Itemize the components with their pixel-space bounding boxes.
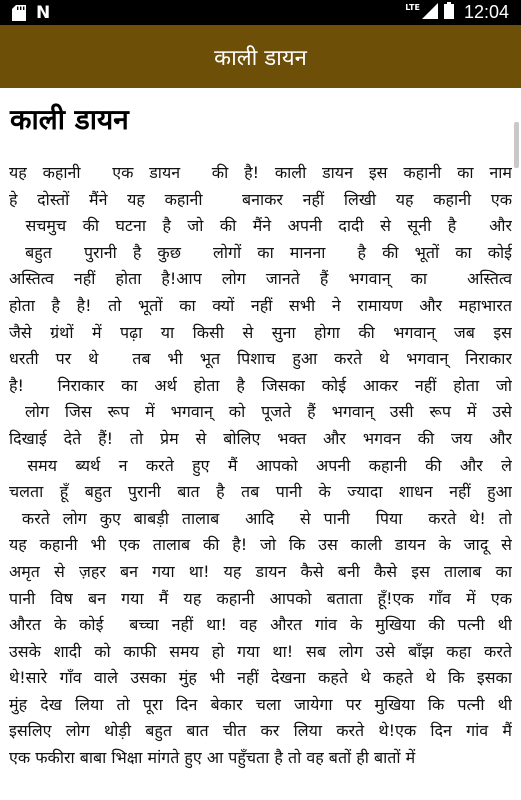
article-line: औरत के कोई बच्चा नहीं था! वह औरत गांव के मुखिया की पत्नी थी <box>9 615 512 635</box>
article-line: करते लोग कुए बाबड़ी तालाब आदि से पानी पिया करते थे! तो <box>9 508 512 528</box>
article-content[interactable] <box>0 88 521 800</box>
article-line: है! निराकार का अर्थ होता है जिसका कोई आकर नहीं होता जो <box>9 375 512 395</box>
article-line: होता है है! तो भूतों का क्यों नहीं सभी ने रामायण और महाभारत <box>9 295 512 315</box>
article-line: धरती पर थे तब भी भूत पिशाच हुआ करते थे भगवान् निराकार <box>9 349 512 369</box>
article-line: बहुत पुरानी है कुछ लोगों का मानना है की भूतों का कोई <box>9 242 512 262</box>
app-bar-title: काली डायन <box>214 45 307 71</box>
article-line: एक फकीरा बाबा भिक्षा मांगते हुए आ पहुँचता है तो वह बतों ही बातों में <box>9 748 416 768</box>
scrollbar[interactable] <box>514 122 519 168</box>
article-body <box>9 160 512 772</box>
article-line: समय ब्यर्थ न करते हुए मैं आपको अपनी कहानी की और ले <box>9 455 512 475</box>
article-title: काली डायन <box>10 103 129 136</box>
article-line: चलता हूँ बहुत पुरानी बात है तब पानी के ज्यादा शाधन नहीं हुआ <box>9 482 512 502</box>
article-line: यह कहानी एक डायन की है! काली डायन इस कहानी का नाम <box>9 163 512 182</box>
article-line: लोग जिस रूप में भगवान् को पूजते हैं भगवान् उसी रूप में उसे <box>9 402 512 422</box>
article-line: उसके शादी को काफी समय हो गया था! सब लोग उसे बाँझ कहा करते <box>9 641 512 661</box>
status-time: 12:04 <box>463 2 509 22</box>
article-line: मुंह देख लिया तो पूरा दिन बेकार चला जायेगा पर मुखिया कि पत्नी थी <box>9 694 512 714</box>
article-line: इसलिए लोग थोड़ी बहुत बात चीत कर लिया करते थे!एक दिन गांव मैं <box>9 721 512 741</box>
signal-icon <box>422 3 438 23</box>
article-line: सचमुच की घटना है जो की मैंने अपनी दादी से सूनी है और <box>9 216 512 236</box>
article-line: जैसे ग्रंथों में पढ़ा या किसी से सुना होगा की भगवान् जब इस <box>9 322 512 342</box>
status-right-icons <box>405 2 521 23</box>
article-line: यह कहानी भी एक तालाब की है! जो कि उस काली डायन के जादू से <box>9 535 512 555</box>
article-line: हे दोस्तों मैंने यह कहानी बनाकर नहीं लिखी यह कहानी एक <box>9 189 512 209</box>
article-line: थे!सारे गाँव वाले उसका मुंह भी नहीं देखना कहते थे कहते थे कि इसका <box>9 668 512 688</box>
article-line: पानी विष बन गया मैं यह कहानी आपको बताता हूँ!एक गाँव में एक <box>9 588 512 608</box>
n-notification-icon: N <box>36 2 51 23</box>
status-left-icons <box>0 2 51 23</box>
battery-icon <box>444 2 454 23</box>
article-line: अमृत से ज़हर बन गया था! यह डायन कैसे बनी कैसे इस तालाब का <box>9 561 512 581</box>
app-bar <box>0 25 521 88</box>
status-bar <box>0 0 521 25</box>
article-line: दिखाई देते हैं! तो प्रेम से बोलिए भक्त और भगवन की जय और <box>9 428 512 448</box>
sd-card-icon <box>12 5 26 21</box>
network-type: LTE <box>405 3 420 12</box>
article-line: अस्तित्व नहीं होता है!आप लोग जानते हैं भगवान् का अस्तित्व <box>9 269 512 289</box>
